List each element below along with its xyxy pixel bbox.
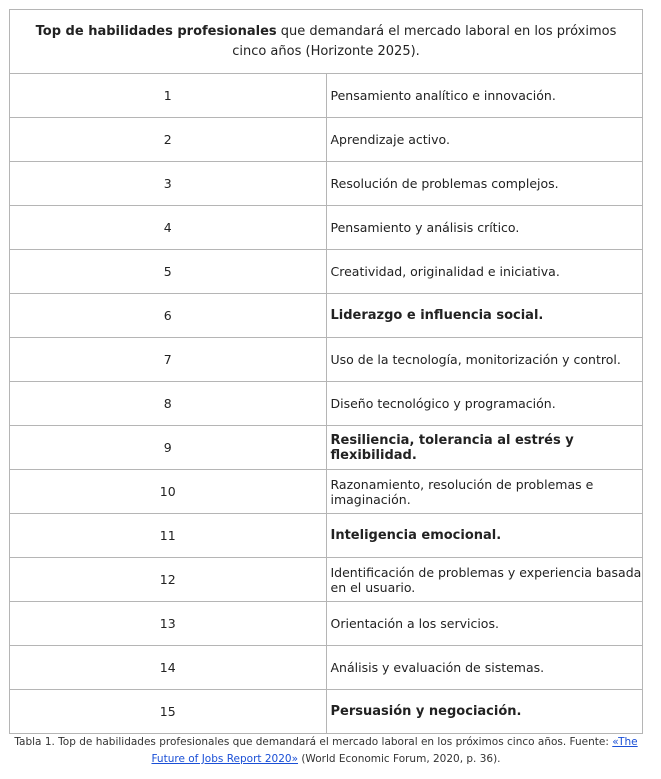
table-row xyxy=(10,514,643,558)
skill-cell: Inteligencia emocional. xyxy=(326,514,643,558)
skill-cell: Identificación de problemas y experiencia basada en el usuario. xyxy=(326,558,643,602)
rank-cell: 14 xyxy=(10,646,327,690)
skill-cell: Orientación a los servicios. xyxy=(326,602,643,646)
table-row xyxy=(10,206,643,250)
skill-cell: Uso de la tecnología, monitorización y control. xyxy=(326,338,643,382)
skill-cell: Razonamiento, resolución de problemas e imaginación. xyxy=(326,470,643,514)
skill-cell: Resiliencia, tolerancia al estrés y flexibilidad. xyxy=(326,426,643,470)
skill-cell: Creatividad, originalidad e iniciativa. xyxy=(326,250,643,294)
rank-cell: 3 xyxy=(10,162,327,206)
rank-cell: 13 xyxy=(10,602,327,646)
rank-cell: 4 xyxy=(10,206,327,250)
table-title-bold: Top de habilidades profesionales xyxy=(35,23,277,39)
table-row xyxy=(10,426,643,470)
skill-cell: Aprendizaje activo. xyxy=(326,118,643,162)
skill-cell: Pensamiento y análisis crítico. xyxy=(326,206,643,250)
skills-table-body xyxy=(10,74,643,734)
table-row xyxy=(10,294,643,338)
skills-table-container xyxy=(9,9,643,734)
skills-table xyxy=(9,9,643,734)
caption-text: Tabla 1. Top de habilidades profesionales que demandará el mercado laboral en los próximos cinco años. Fuente: xyxy=(14,736,613,748)
rank-cell: 2 xyxy=(10,118,327,162)
rank-cell: 1 xyxy=(10,74,327,118)
skill-cell: Resolución de problemas complejos. xyxy=(326,162,643,206)
table-row xyxy=(10,74,643,118)
table-title-rest: que demandará el mercado laboral en los próximos cinco años (Horizonte 2025). xyxy=(232,23,617,59)
rank-cell: 6 xyxy=(10,294,327,338)
skill-cell: Persuasión y negociación. xyxy=(326,690,643,734)
skill-cell: Diseño tecnológico y programación. xyxy=(326,382,643,426)
skill-cell: Pensamiento analítico e innovación. xyxy=(326,74,643,118)
rank-cell: 8 xyxy=(10,382,327,426)
table-row xyxy=(10,162,643,206)
rank-cell: 11 xyxy=(10,514,327,558)
skill-cell: Liderazgo e influencia social. xyxy=(326,294,643,338)
table-title xyxy=(10,10,643,74)
table-caption xyxy=(9,734,643,768)
rank-cell: 10 xyxy=(10,470,327,514)
table-row xyxy=(10,382,643,426)
table-row xyxy=(10,470,643,514)
rank-cell: 12 xyxy=(10,558,327,602)
skill-cell: Análisis y evaluación de sistemas. xyxy=(326,646,643,690)
rank-cell: 15 xyxy=(10,690,327,734)
table-row xyxy=(10,338,643,382)
table-header-row xyxy=(10,10,643,74)
table-row xyxy=(10,690,643,734)
source-link[interactable]: «The Future of Jobs Report 2020» xyxy=(151,736,638,765)
rank-cell: 5 xyxy=(10,250,327,294)
rank-cell: 9 xyxy=(10,426,327,470)
table-row xyxy=(10,602,643,646)
table-row xyxy=(10,558,643,602)
caption-suffix: (World Economic Forum, 2020, p. 36). xyxy=(298,753,501,765)
rank-cell: 7 xyxy=(10,338,327,382)
table-row xyxy=(10,646,643,690)
table-row xyxy=(10,250,643,294)
table-row xyxy=(10,118,643,162)
